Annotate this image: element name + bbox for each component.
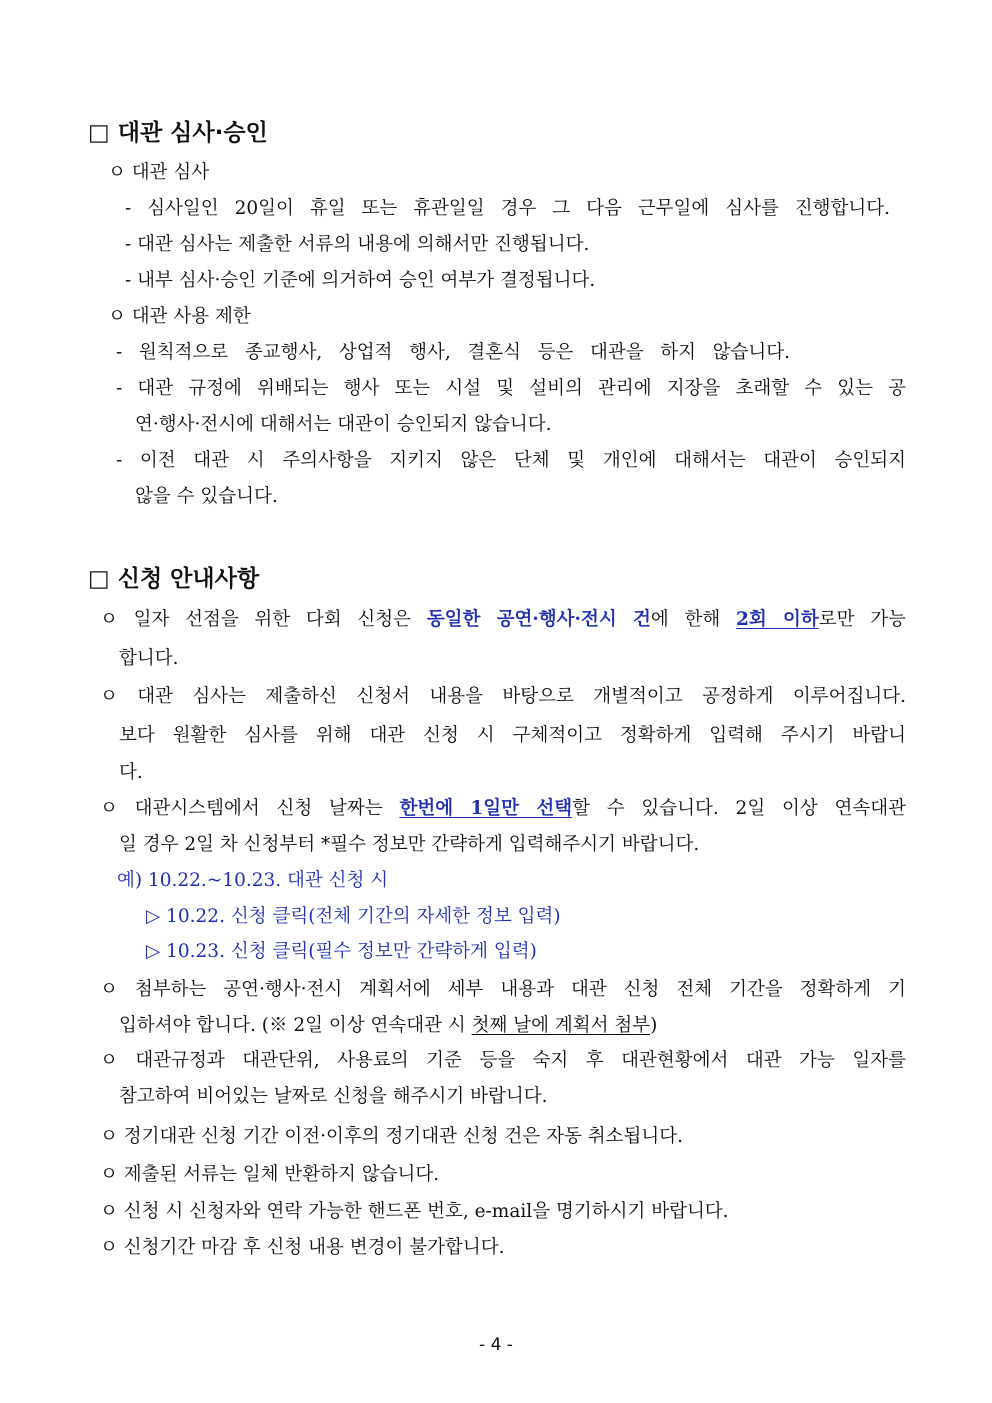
- example-step-2: ▷ 10.23. 신청 클릭(필수 정보만 간략하게 입력): [146, 941, 537, 962]
- guide-bullet-3-line-2: 일 경우 2일 차 신청부터 *필수 정보만 간략하게 입력해주시기 바랍니다.: [119, 834, 700, 855]
- guide-bullet-3-line-1: [100, 794, 906, 820]
- restriction-item-2-line-2: 연·행사·전시에 대해서는 대관이 승인되지 않습니다.: [135, 414, 552, 435]
- section-title-guide: □ 신청 안내사항: [88, 566, 260, 592]
- guide-bullet-7: ㅇ 제출된 서류는 일체 반환하지 않습니다.: [100, 1164, 440, 1185]
- highlight-one-day: 한번에 1일만 선택: [399, 798, 573, 819]
- highlight-same-event: 동일한 공연·행사·전시 건: [426, 609, 651, 630]
- guide-bullet-1-pre: ㅇ 일자 선점을 위한 다회 신청은: [100, 609, 427, 630]
- restriction-item-2-line-1: - 대관 규정에 위배되는 행사 또는 시설 및 설비의 관리에 지장을 초래할 수 있는 공: [116, 378, 906, 399]
- restriction-item-1: - 원칙적으로 종교행사, 상업적 행사, 결혼식 등은 대관을 하지 않습니다.: [116, 342, 790, 363]
- guide-bullet-4-line-2: [119, 1011, 657, 1037]
- guide-bullet-2-line-2: 보다 원활한 심사를 위해 대관 신청 시 구체적이고 정확하게 입력해 주시기 바랍니: [119, 725, 906, 746]
- guide-bullet-1-post: 로만 가능: [818, 609, 906, 630]
- highlight-first-day-plan: 첫째 날에 계획서 첨부: [471, 1015, 651, 1036]
- guide-bullet-5-line-1: ㅇ 대관규정과 대관단위, 사용료의 기준 등을 숙지 후 대관현황에서 대관 가능 일자를: [100, 1050, 906, 1071]
- restriction-heading: ㅇ 대관 사용 제한: [108, 306, 251, 327]
- guide-bullet-9: ㅇ 신청기간 마감 후 신청 내용 변경이 불가합니다.: [100, 1237, 505, 1258]
- guide-bullet-1-mid: 에 한해: [650, 609, 736, 630]
- guide-bullet-4-line-1: ㅇ 첨부하는 공연·행사·전시 계획서에 세부 내용과 대관 신청 전체 기간을 정확하게 기: [100, 979, 906, 1000]
- guide-bullet-8: ㅇ 신청 시 신청자와 연락 가능한 핸드폰 번호, e-mail을 명기하시기 바랍니다.: [100, 1201, 729, 1222]
- review-heading: ㅇ 대관 심사: [108, 162, 210, 183]
- guide-bullet-3-pre: ㅇ 대관시스템에서 신청 날짜는: [100, 798, 400, 819]
- restriction-item-3-line-1: - 이전 대관 시 주의사항을 지키지 않은 단체 및 개인에 대해서는 대관이 승인되지: [116, 450, 906, 471]
- page-number: - 4 -: [479, 1335, 513, 1355]
- guide-bullet-2-line-3: 다.: [119, 762, 143, 783]
- review-item-2: - 대관 심사는 제출한 서류의 내용에 의해서만 진행됩니다.: [125, 234, 590, 255]
- guide-bullet-4-post: ): [650, 1015, 658, 1036]
- guide-bullet-5-line-2: 참고하여 비어있는 날짜로 신청을 해주시기 바랍니다.: [119, 1086, 548, 1107]
- example-title: 예) 10.22.~10.23. 대관 신청 시: [117, 870, 389, 891]
- section-title-review: □ 대관 심사·승인: [88, 120, 268, 146]
- guide-bullet-4-pre: 입하셔야 합니다. (※ 2일 이상 연속대관 시: [119, 1015, 472, 1036]
- guide-bullet-2-line-1: ㅇ 대관 심사는 제출하신 신청서 내용을 바탕으로 개별적이고 공정하게 이루어집니다.: [100, 686, 906, 707]
- review-item-1: - 심사일인 20일이 휴일 또는 휴관일일 경우 그 다음 근무일에 심사를 진행합니다.: [125, 198, 890, 219]
- review-item-3: - 내부 심사·승인 기준에 의거하여 승인 여부가 결정됩니다.: [125, 270, 596, 291]
- example-step-1: ▷ 10.22. 신청 클릭(전체 기간의 자세한 정보 입력): [146, 906, 561, 927]
- highlight-two-times: 2회 이하: [735, 609, 819, 630]
- guide-bullet-1-line-1: [100, 605, 906, 631]
- guide-bullet-1-line-2: 합니다.: [119, 648, 179, 669]
- guide-bullet-3-post: 할 수 있습니다. 2일 이상 연속대관: [572, 798, 906, 819]
- guide-bullet-6: ㅇ 정기대관 신청 기간 이전·이후의 정기대관 신청 건은 자동 취소됩니다.: [100, 1126, 683, 1147]
- restriction-item-3-line-2: 않을 수 있습니다.: [135, 486, 278, 507]
